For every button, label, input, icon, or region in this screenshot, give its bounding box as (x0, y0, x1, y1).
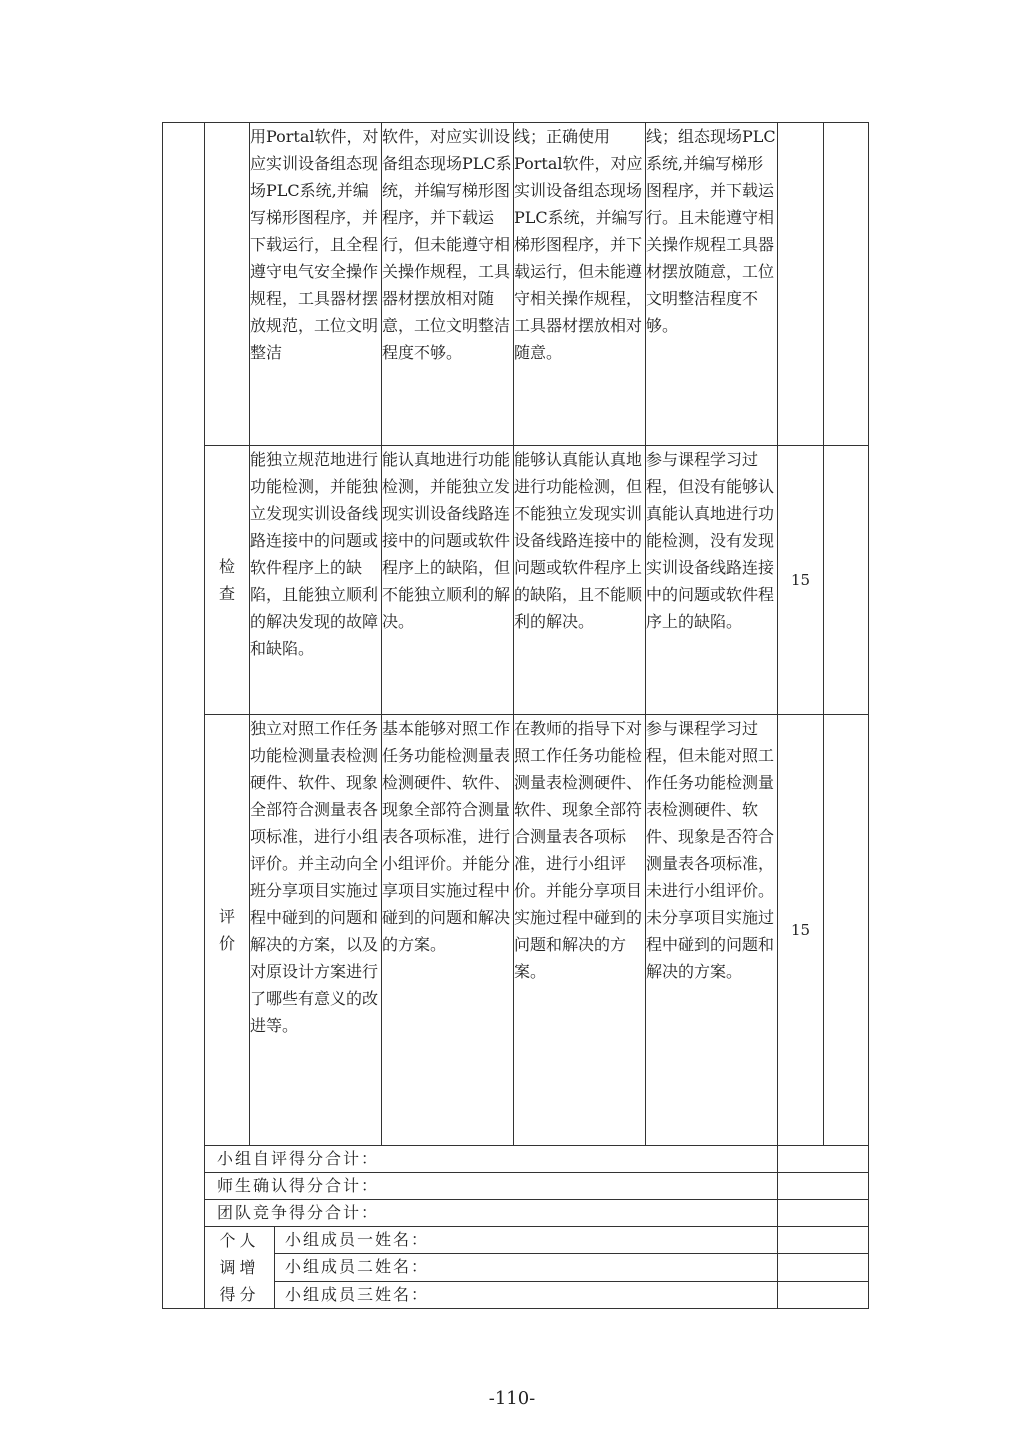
member-one-score (778, 1227, 869, 1254)
criteria-cell-excellent: 独立对照工作任务功能检测量表检测硬件、软件、现象全部符合测量表各项标准，进行小组评价。并主动向全班分享项目实施过程中碰到的问题和解决的方案，以及对原设计方案进行了哪些有意义的改进等。 (250, 715, 382, 1146)
self-score-cell (824, 715, 869, 1146)
member-two-name-label: 小组成员二姓名： (275, 1254, 778, 1281)
group-self-total-label: 小组自评得分合计： (205, 1146, 778, 1173)
score-cell (778, 123, 824, 446)
criteria-cell-excellent: 用Portal软件，对应实训设备组态现场PLC系统,并编写梯形图程序，并下载运行，且全程遵守电气安全操作规程，工具器材摆放规范，工位文明整洁 (250, 123, 382, 446)
individual-adjust-label: 个人 调增 得分 (205, 1227, 275, 1309)
table-row (163, 446, 869, 715)
group-self-total-value (778, 1146, 869, 1173)
criteria-cell-fair: 能够认真能认真地进行功能检测，但不能独立发现实训设备线路连接中的问题或软件程序上的缺陷，且不能顺利的解决。 (514, 446, 646, 715)
team-competition-total-label: 团队竞争得分合计： (205, 1200, 778, 1227)
self-score-cell (824, 123, 869, 446)
criteria-cell-good: 软件，对应实训设备组态现场PLC系统，并编写梯形图程序，并下载运行，但未能遵守相关操作规程，工具器材摆放相对随意，工位文明整洁程度不够。 (382, 123, 514, 446)
criteria-cell-poor: 参与课程学习过程，但未能对照工作任务功能检测量表检测硬件、软件、现象是否符合测量表各项标准，未进行小组评价。未分享项目实施过程中碰到的问题和解决的方案。 (646, 715, 778, 1146)
summary-row (163, 1200, 869, 1227)
row-label-evaluate: 评 价 (205, 715, 250, 1146)
criteria-cell-good: 基本能够对照工作任务功能检测量表检测硬件、软件、现象全部符合测量表各项标准，进行小组评价。并能分享项目实施过程中碰到的问题和解决的方案。 (382, 715, 514, 1146)
score-cell: 15 (778, 446, 824, 715)
row-label (205, 123, 250, 446)
outer-category-cell (163, 123, 205, 1309)
member-two-score (778, 1254, 869, 1281)
teacher-confirmed-total-value (778, 1173, 869, 1200)
page-number: -110- (488, 1388, 536, 1409)
member-three-score (778, 1281, 869, 1308)
criteria-cell-poor: 参与课程学习过程，但没有能够认真能认真地进行功能检测，没有发现实训设备线路连接中的问题或软件程序上的缺陷。 (646, 446, 778, 715)
team-competition-total-value (778, 1200, 869, 1227)
score-cell: 15 (778, 715, 824, 1146)
criteria-cell-fair: 线；正确使用Portal软件，对应实训设备组态现场PLC系统，并编写梯形图程序，并下载运行，但未能遵守相关操作规程，工具器材摆放相对随意。 (514, 123, 646, 446)
table-row (163, 123, 869, 446)
teacher-confirmed-total-label: 师生确认得分合计： (205, 1173, 778, 1200)
self-score-cell (824, 446, 869, 715)
member-three-name-label: 小组成员三姓名： (275, 1281, 778, 1308)
row-label-check: 检 查 (205, 446, 250, 715)
evaluation-table (162, 122, 869, 1309)
summary-row (163, 1146, 869, 1173)
table-row (163, 715, 869, 1146)
criteria-cell-fair: 在教师的指导下对照工作任务功能检测量表检测硬件、软件、现象全部符合测量表各项标准，进行小组评价。并能分享项目实施过程中碰到的问题和解决的方案。 (514, 715, 646, 1146)
member-one-name-label: 小组成员一姓名： (275, 1227, 778, 1254)
criteria-cell-poor: 线；组态现场PLC系统,并编写梯形图程序，并下载运行。且未能遵守相关操作规程工具器材摆放随意，工位文明整洁程度不够。 (646, 123, 778, 446)
summary-row (163, 1173, 869, 1200)
criteria-cell-good: 能认真地进行功能检测，并能独立发现实训设备线路连接中的问题或软件程序上的缺陷，但不能独立顺利的解决。 (382, 446, 514, 715)
criteria-cell-excellent: 能独立规范地进行功能检测，并能独立发现实训设备线路连接中的问题或软件程序上的缺陷，且能独立顺利的解决发现的故障和缺陷。 (250, 446, 382, 715)
member-row (163, 1227, 869, 1254)
